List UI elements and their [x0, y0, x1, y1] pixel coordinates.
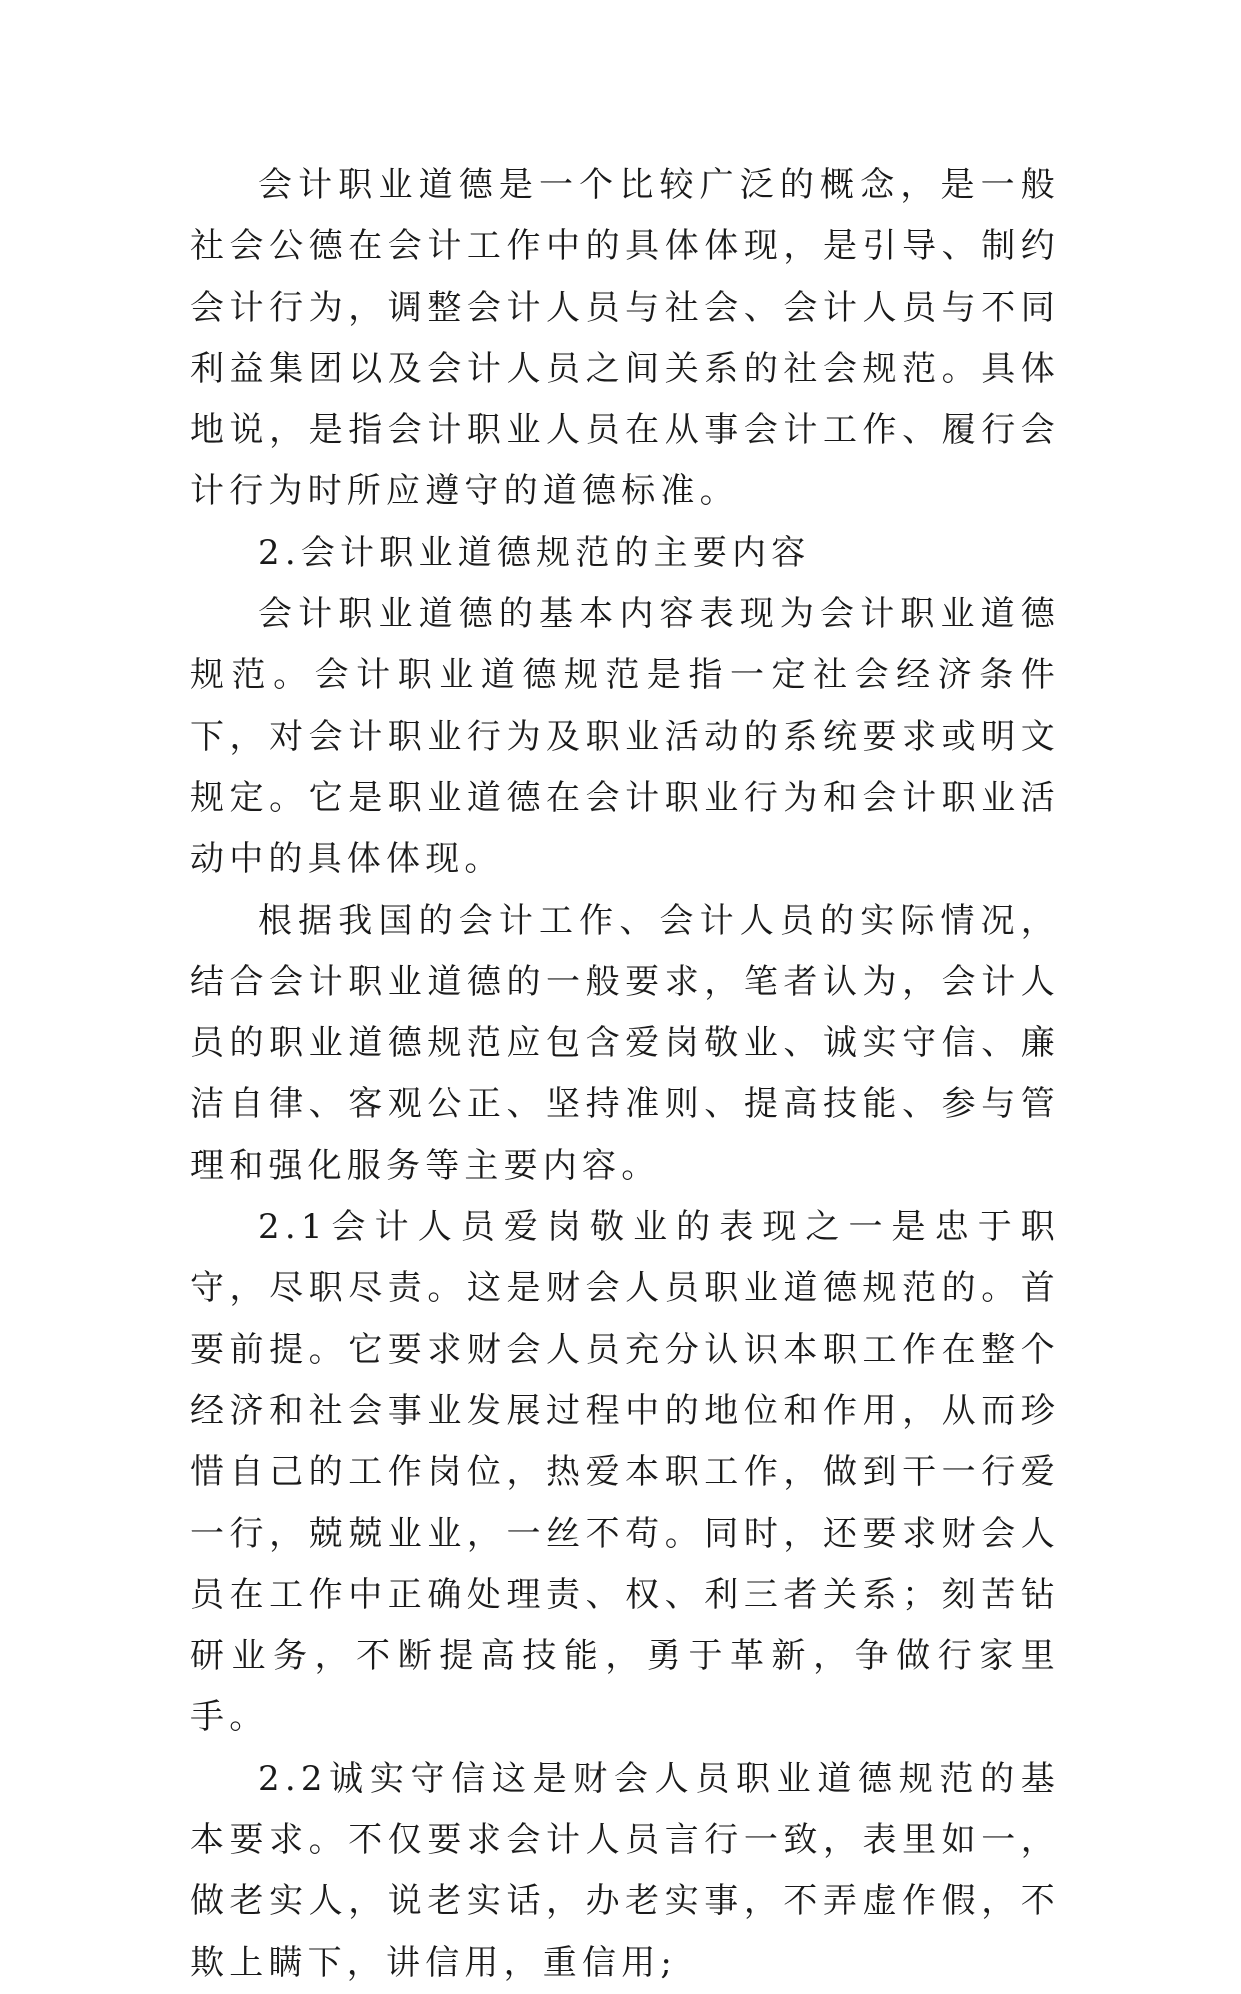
paragraph-definition: 会计职业道德是一个比较广泛的概念，是一般社会公德在会计工作中的具体体现，是引导、制约会计行为，调整会计人员与社会、会计人员与不同利益集团以及会计人员之间关系的社会规范。具体地说，是指会计职业人员在从事会计工作、履行会计行为时所应遵守的道德标准。 [190, 165, 1060, 512]
paragraph-basic-content: 会计职业道德的基本内容表现为会计职业道德规范。会计职业道德规范是指一定社会经济条件下，对会计职业行为及职业活动的系统要求或明文规定。它是职业道德在会计职业行为和会计职业活动中的具体体现。 [190, 594, 1060, 880]
paragraph-2-2: 2.2诚实守信这是财会人员职业道德规范的基本要求。不仅要求会计人员言行一致，表里如一，做老实人，说老实话，办老实事，不弄虚作假，不欺上瞒下，讲信用，重信用; [190, 1758, 1060, 1983]
paragraph-main-content: 根据我国的会计工作、会计人员的实际情况，结合会计职业道德的一般要求，笔者认为，会计人员的职业道德规范应包含爱岗敬业、诚实守信、廉洁自律、客观公正、坚持准则、提高技能、参与管理和强化服务等主要内容。 [190, 900, 1060, 1186]
section-heading: 2.会计职业道德规范的主要内容 [258, 532, 811, 573]
document-body [190, 155, 1060, 1994]
paragraph-2-1: 2.1会计人员爱岗敬业的表现之一是忠于职守，尽职尽责。这是财会人员职业道德规范的。首要前提。它要求财会人员充分认识本职工作在整个经济和社会事业发展过程中的地位和作用，从而珍惜自己的工作岗位，热爱本职工作，做到干一行爱一行，兢兢业业，一丝不苟。同时，还要求财会人员在工作中正确处理责、权、利三者关系；刻苦钻研业务，不断提高技能，勇于革新，争做行家里手。 [190, 1207, 1060, 1738]
